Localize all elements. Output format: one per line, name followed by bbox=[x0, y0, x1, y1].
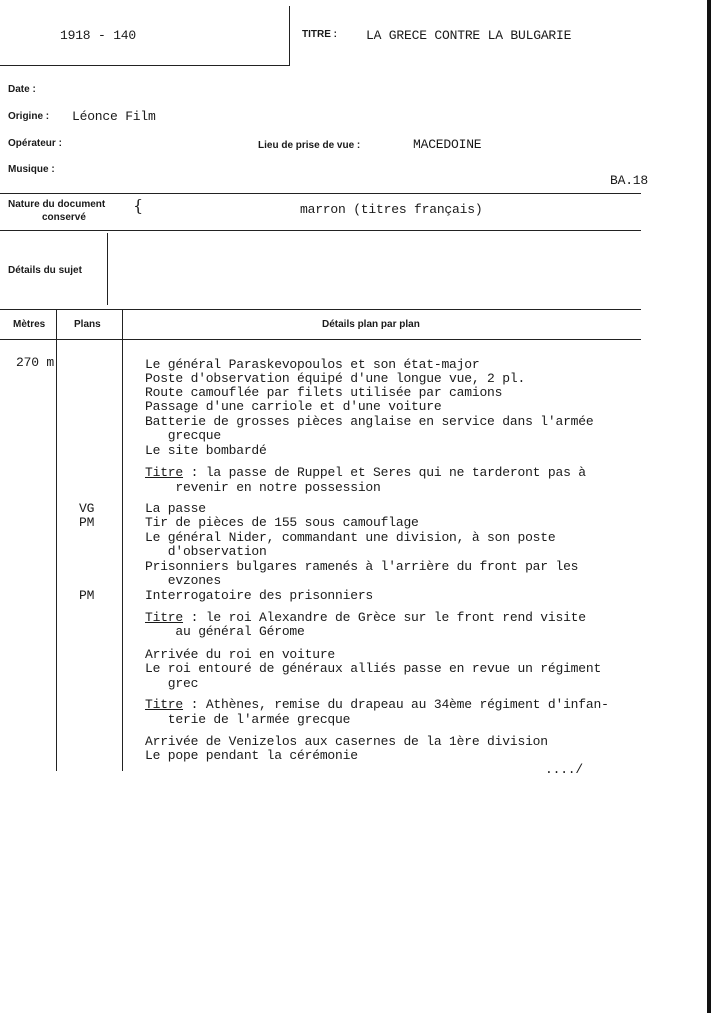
archive-code: BA.18 bbox=[610, 173, 649, 188]
lieu-value: MACEDOINE bbox=[413, 137, 482, 152]
shot-line: grecque bbox=[145, 428, 222, 443]
shot-line: Le général Paraskevopoulos et son état-major bbox=[145, 357, 480, 372]
details-label: Détails du sujet bbox=[8, 265, 82, 276]
nature-label-2: conservé bbox=[42, 212, 86, 223]
operateur-label: Opérateur : bbox=[8, 138, 62, 149]
col-plans-header: Plans bbox=[74, 319, 101, 330]
shot-line: Le pope pendant la cérémonie bbox=[145, 748, 358, 763]
title-text: : Athènes, remise du drapeau au 34ème régiment d'infan- bbox=[183, 697, 609, 712]
shot-line: Le roi entouré de généraux alliés passe en revue un régiment bbox=[145, 661, 602, 676]
col-divider-2 bbox=[122, 309, 123, 771]
titre-value: LA GRECE CONTRE LA BULGARIE bbox=[366, 28, 572, 43]
title-text: : la passe de Ruppel et Seres qui ne tarderont pas à bbox=[183, 465, 586, 480]
title-shot-line bbox=[145, 465, 586, 480]
reference-number: 1918 - 140 bbox=[60, 28, 137, 43]
col-details-header: Détails plan par plan bbox=[322, 319, 420, 330]
titre-keyword: Titre bbox=[145, 697, 184, 712]
shot-line: revenir en notre possession bbox=[145, 480, 381, 495]
header-bottom-rule bbox=[0, 65, 290, 66]
continuation-mark: ..../ bbox=[545, 762, 584, 777]
date-label: Date : bbox=[8, 84, 36, 95]
musique-label: Musique : bbox=[8, 164, 55, 175]
lieu-label: Lieu de prise de vue : bbox=[258, 140, 361, 151]
plan-cell: PM bbox=[79, 588, 95, 603]
nature-top-rule bbox=[0, 193, 641, 194]
shot-line: d'observation bbox=[145, 544, 267, 559]
title-text: : le roi Alexandre de Grèce sur le front rend visite bbox=[183, 610, 586, 625]
shot-line: Interrogatoire des prisonniers bbox=[145, 588, 374, 603]
shot-line: Arrivée du roi en voiture bbox=[145, 647, 336, 662]
titre-keyword: Titre bbox=[145, 465, 184, 480]
shot-line: Arrivée de Venizelos aux casernes de la 1ère division bbox=[145, 734, 548, 749]
nature-brace: { bbox=[133, 196, 144, 215]
origine-value: Léonce Film bbox=[72, 109, 156, 124]
header-divider bbox=[289, 6, 290, 66]
nature-value: marron (titres français) bbox=[300, 202, 483, 217]
title-shot-line bbox=[145, 697, 609, 712]
shot-line: Poste d'observation équipé d'une longue vue, 2 pl. bbox=[145, 371, 526, 386]
table-top-rule bbox=[0, 309, 641, 310]
plan-cell: PM bbox=[79, 515, 95, 530]
nature-label-1: Nature du document bbox=[8, 199, 106, 210]
shot-line: Route camouflée par filets utilisée par camions bbox=[145, 385, 503, 400]
titre-label: TITRE : bbox=[302, 29, 337, 40]
shot-line: Tir de pièces de 155 sous camouflage bbox=[145, 515, 419, 530]
shot-line: grec bbox=[145, 676, 199, 691]
metres-value: 270 m bbox=[16, 355, 55, 370]
nature-bottom-rule bbox=[0, 230, 641, 231]
shot-line: Le site bombardé bbox=[145, 443, 267, 458]
shot-line: Le général Nider, commandant une division, à son poste bbox=[145, 530, 556, 545]
shot-line: terie de l'armée grecque bbox=[145, 712, 351, 727]
col-divider-1 bbox=[56, 309, 57, 771]
shot-line: Prisonniers bulgares ramenés à l'arrière du front par les bbox=[145, 559, 579, 574]
table-header-rule bbox=[0, 339, 641, 340]
shot-line: Batterie de grosses pièces anglaise en service dans l'armée bbox=[145, 414, 594, 429]
shot-line: La passe bbox=[145, 501, 206, 516]
details-brace-line bbox=[107, 233, 108, 305]
origine-label: Origine : bbox=[8, 111, 50, 122]
titre-keyword: Titre bbox=[145, 610, 184, 625]
title-shot-line bbox=[145, 610, 586, 625]
shot-line: au général Gérome bbox=[145, 624, 305, 639]
plan-cell: VG bbox=[79, 501, 95, 516]
shot-line: evzones bbox=[145, 573, 222, 588]
shot-line: Passage d'une carriole et d'une voiture bbox=[145, 399, 442, 414]
col-metres-header: Mètres bbox=[13, 319, 46, 330]
page-edge-shadow bbox=[707, 0, 711, 1013]
